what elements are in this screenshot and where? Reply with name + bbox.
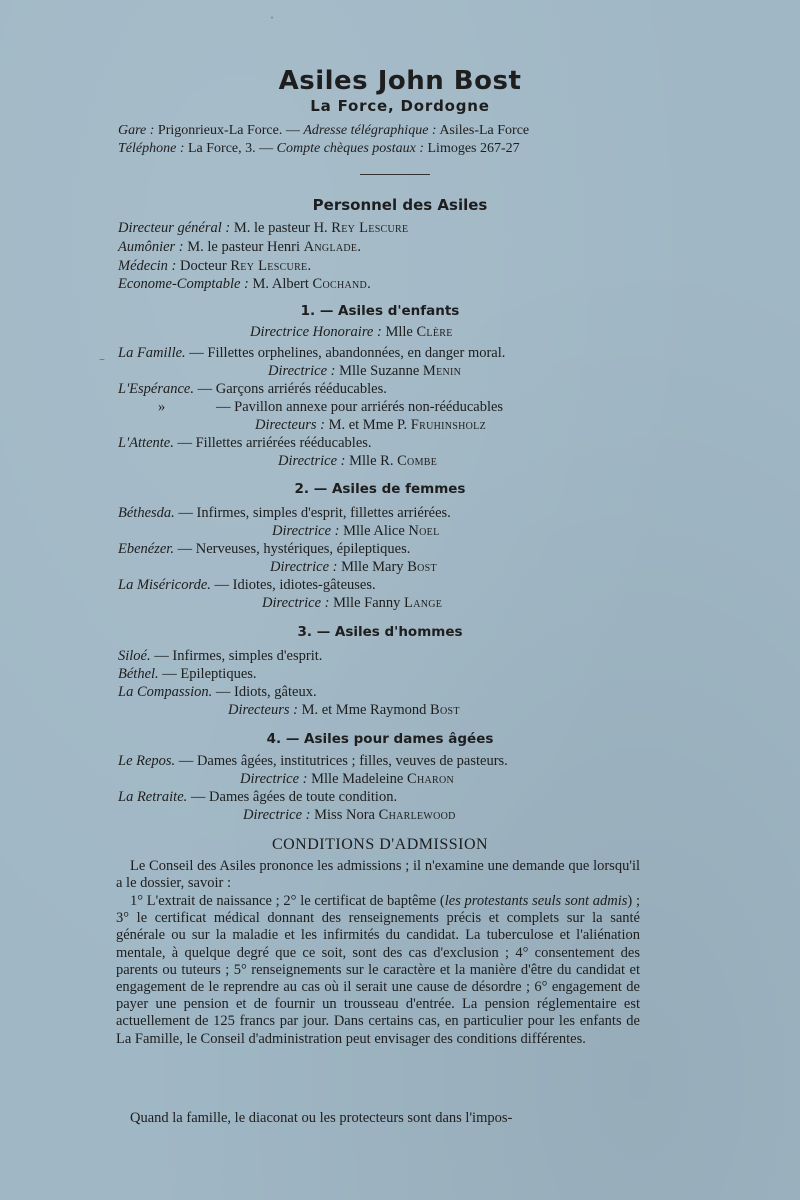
asile-famille [118,345,505,362]
adresse-label: Adresse télégraphique : [303,123,437,138]
person-surname: Bost [407,559,437,575]
famille-director [268,363,461,380]
pavillon-desc-line [216,399,503,416]
personnel-name: M. le pasteur H. [233,220,328,236]
asile-description: — Dames âgées de toute condition. [190,789,398,805]
ditto-mark: » [158,399,166,415]
asile-description: — Pavillon annexe pour arriérés non-rééducables [216,399,504,415]
enfants-heading: 1. — Asiles d'enfants [300,303,460,319]
attente-director [278,453,437,470]
asile-description: — Infirmes, simples d'esprit. [154,648,323,664]
personnel-role: Médecin : [118,258,177,274]
margin-mark: ˈ [270,14,274,28]
role-label: Directrice : [243,807,311,823]
asile-description: — Garçons arriérés rééducables. [197,381,387,397]
personnel-line [118,220,408,237]
personnel-role: Directeur général : [118,220,231,236]
asile-bethel [118,666,257,683]
telephone-label: Téléphone : [118,141,185,156]
misericorde-director [262,595,442,612]
page-subtitle: La Force, Dordogne [310,97,490,115]
adresse-value: Asiles-La Force [439,123,530,138]
asile-name: La Compassion. [118,684,213,700]
compte-value: Limoges 267-27 [427,141,520,156]
personnel-name: M. le pasteur Henri [187,239,301,255]
conditions-intro: Le Conseil des Asiles prononce les admissions ; il n'examine une demande que lorsqu'il a le dossier, savoir : [116,858,640,892]
asile-description: — Epileptiques. [162,666,257,682]
person-name: Mlle Suzanne [339,363,420,379]
asile-name: Béthel. [118,666,159,682]
asile-repos [118,753,508,770]
asile-description: — Idiots, gâteux. [215,684,317,700]
role-label: Directrice : [240,771,308,787]
personnel-line [118,276,371,293]
person-name: M. et Mme Raymond [301,702,427,718]
asile-name: La Miséricorde. [118,577,211,593]
gare-label: Gare : [118,123,155,138]
person-surname: Combe [397,453,438,469]
asile-description: — Infirmes, simples d'esprit, fillettes arriérées. [178,505,451,521]
asile-name: Ebenézer. [118,541,174,557]
person-name: Mlle Mary [341,559,404,575]
asile-attente [118,435,372,452]
pavillon-line [158,399,165,416]
personnel-line [118,258,311,275]
personnel-surname: Rey Lescure [331,220,409,236]
asile-bethesda [118,505,451,522]
asile-description: — Idiotes, idiotes-gâteuses. [214,577,376,593]
hommes-heading: 3. — Asiles d'hommes [297,624,463,640]
asile-name: Le Repos. [118,753,176,769]
asile-name: Béthesda. [118,505,175,521]
asile-name: Siloé. [118,648,151,664]
role-label: Directeurs : [228,702,298,718]
contact-line-2 [118,141,648,157]
conditions-continuation: Quand la famille, le diaconat ou les protecteurs sont dans l'impos- [130,1110,513,1126]
conditions-heading: CONDITIONS D'ADMISSION [271,836,489,853]
person-name: M. et Mme P. [328,417,408,433]
personnel-surname: Anglade. [303,239,362,255]
asile-name: La Famille. [118,345,186,361]
person-name: Mlle R. [349,453,394,469]
bethesda-director [272,523,440,540]
femmes-heading: 2. — Asiles de femmes [294,481,466,497]
retraite-director [243,807,456,824]
person-surname: Menin [422,363,462,379]
conditions-text: ) ; 3° le certificat médical donnant des renseignements précis et complets sur la santé générale ou sur la maladie et les infirmités du candidat. La tuberculose et l'aliénation mentale, à quelque degré que ce soit, sont des cas d'exclusion ; 4° consentement des parents ou tuteurs ; 5° renseignements sur le caractère et la manière d'être du candidat et engagement de le reprendre au cas où il serait une cause de désordre ; 6° engagement de payer une pension et de fournir un trousseau d'entrée. La pension réglementaire est actuellement de 125 francs par jour. Dans certains cas, en particulier pour les enfants de La Famille, le Conseil d'administration peut envisager des conditions différentes. [116,893,640,1047]
person-surname: Bost [430,702,460,718]
role-label: Directrice : [270,559,338,575]
esperance-director [255,417,486,434]
contact-line-1 [118,123,648,139]
personnel-surname: Rey Lescure. [230,258,312,274]
asile-description: — Dames âgées, institutrices ; filles, veuves de pasteurs. [178,753,508,769]
personnel-name: Docteur [180,258,227,274]
role-label: Directeurs : [255,417,325,433]
asile-misericorde [118,577,376,594]
asile-ebenezer [118,541,410,558]
role-label: Directrice : [268,363,336,379]
repos-director [240,771,454,788]
page-title: Asiles John Bost [278,66,522,96]
person-surname: Noel [408,523,440,539]
personnel-name: M. Albert [252,276,309,292]
asile-name: La Retraite. [118,789,188,805]
dames-heading: 4. — Asiles pour dames âgées [266,731,494,747]
personnel-line [118,239,361,256]
ebenezer-director [270,559,437,576]
role-label: Directrice : [262,595,330,611]
divider-rule [360,174,430,175]
role-label: Directrice Honoraire : [250,324,382,340]
personnel-surname: Cochand. [312,276,371,292]
role-label: Directrice : [272,523,340,539]
telephone-value: La Force, 3. — [187,141,274,156]
person-surname: Fruhinsholz [410,417,486,433]
honoraire-line [250,324,453,341]
conditions-text: 1° L'extrait de naissance ; 2° le certificat de baptême ( [130,893,445,909]
person-surname: Clère [416,324,453,340]
person-name: Miss Nora [314,807,375,823]
asile-description: — Fillettes orphelines, abandonnées, en danger moral. [189,345,506,361]
asile-retraite [118,789,397,806]
person-name: Mlle Alice [343,523,405,539]
asile-siloe [118,648,322,665]
personnel-role: Econome-Comptable : [118,276,249,292]
person-name: Mlle [385,324,413,340]
personnel-role: Aumônier : [118,239,184,255]
person-name: Mlle Fanny [333,595,401,611]
margin-mark: ‾ [100,358,104,372]
person-surname: Charon [406,771,455,787]
asile-name: L'Attente. [118,435,174,451]
hommes-director [228,702,460,719]
person-name: Mlle Madeleine [311,771,404,787]
asile-description: — Nerveuses, hystériques, épileptiques. [177,541,411,557]
asile-compassion [118,684,317,701]
asile-description: — Fillettes arriérées rééducables. [177,435,372,451]
person-surname: Lange [404,595,443,611]
person-surname: Charlewood [378,807,456,823]
role-label: Directrice : [278,453,346,469]
compte-label: Compte chèques postaux : [276,141,424,156]
conditions-emphasis: les protestants seuls sont admis [444,893,628,909]
asile-esperance [118,381,387,398]
gare-value: Prigonrieux-La Force. — [157,123,300,138]
conditions-list [116,893,640,1048]
asile-name: L'Espérance. [118,381,194,397]
personnel-heading: Personnel des Asiles [312,196,488,214]
